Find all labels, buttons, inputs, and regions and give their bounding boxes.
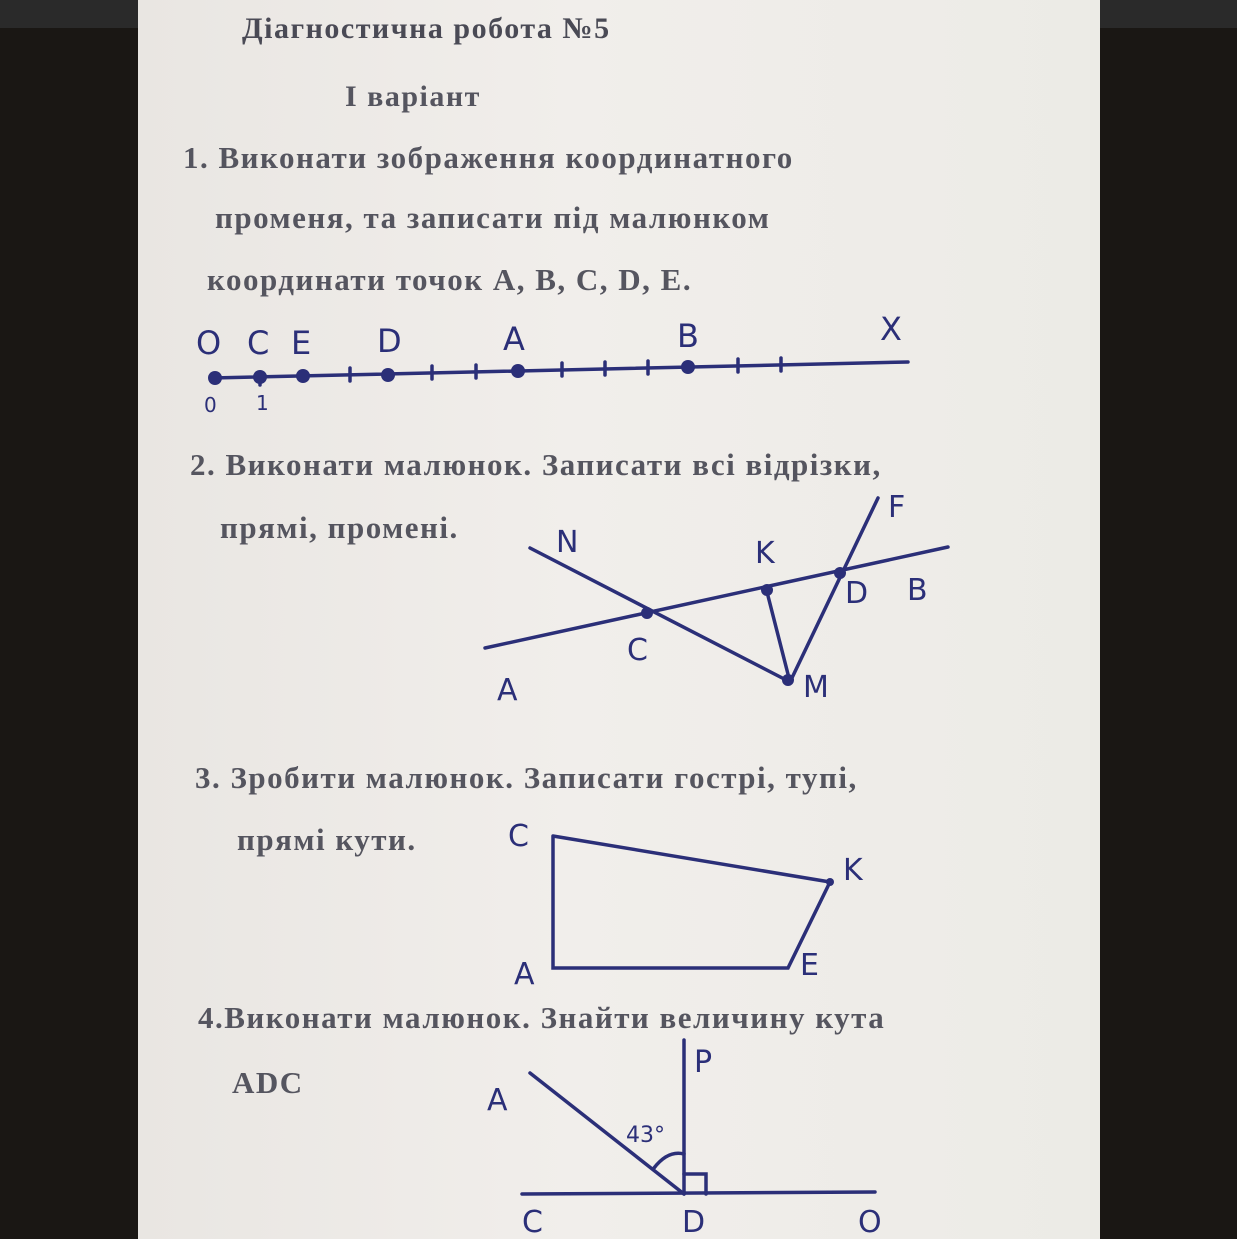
q3-line1: 3. Зробити малюнок. Записати гострі, тупі, — [195, 760, 858, 795]
coordinate-ray — [212, 362, 908, 378]
label-n: N — [556, 525, 579, 560]
point-a — [511, 364, 525, 378]
label-e: E — [800, 948, 819, 983]
label-d: D — [682, 1205, 706, 1239]
label-a: A — [497, 673, 518, 708]
point-o — [208, 371, 222, 385]
page-title: Діагностична робота №5 — [242, 12, 611, 45]
label-e: E — [291, 324, 312, 362]
q1-line1: 1. Виконати зображення координатного — [183, 140, 794, 175]
label-d: D — [377, 322, 402, 360]
label-c: C — [508, 819, 529, 854]
variant-heading: І варіант — [345, 80, 481, 113]
q1-line2: променя, та записати під малюнком — [215, 200, 771, 235]
point-c-q2 — [641, 607, 653, 619]
label-one: 1 — [256, 391, 269, 415]
label-b: B — [677, 317, 699, 355]
angle-value: 43° — [626, 1123, 665, 1148]
segment-km — [767, 592, 790, 682]
label-a: A — [503, 320, 525, 358]
q4-line2: ADC — [232, 1065, 304, 1100]
label-f: F — [888, 490, 906, 525]
q2-line2: прямі, промені. — [220, 510, 459, 545]
label-c: C — [247, 324, 270, 362]
label-d: D — [845, 576, 869, 611]
label-x: X — [880, 310, 902, 348]
q4-line1: 4.Виконати малюнок. Знайти величину кута — [198, 1000, 886, 1035]
label-b: B — [907, 573, 928, 608]
point-c — [253, 370, 267, 384]
angle-arc — [654, 1153, 684, 1168]
ray-nm — [530, 548, 790, 682]
right-angle-mark — [684, 1174, 706, 1194]
label-k: K — [755, 536, 775, 571]
label-o: O — [858, 1205, 882, 1239]
q1-line3: координати точок A, B, C, D, E. — [207, 262, 693, 297]
point-k-q3 — [826, 878, 834, 886]
label-c: C — [627, 633, 648, 668]
label-m: M — [803, 670, 829, 705]
point-b — [681, 360, 695, 374]
quadrilateral-ckea — [553, 836, 830, 968]
label-p: P — [694, 1045, 713, 1080]
point-d — [381, 368, 395, 382]
q3-line2: прямі кути. — [237, 822, 417, 857]
label-k: K — [843, 853, 863, 888]
label-c: C — [522, 1205, 543, 1239]
point-e — [296, 369, 310, 383]
label-a: A — [487, 1083, 508, 1118]
line-co — [522, 1192, 875, 1194]
label-o: O — [196, 324, 222, 362]
point-k — [761, 584, 773, 596]
q2-line1: 2. Виконати малюнок. Записати всі відрізки, — [190, 447, 882, 482]
point-m — [782, 674, 794, 686]
label-a: A — [514, 957, 535, 992]
label-zero: 0 — [204, 393, 217, 417]
